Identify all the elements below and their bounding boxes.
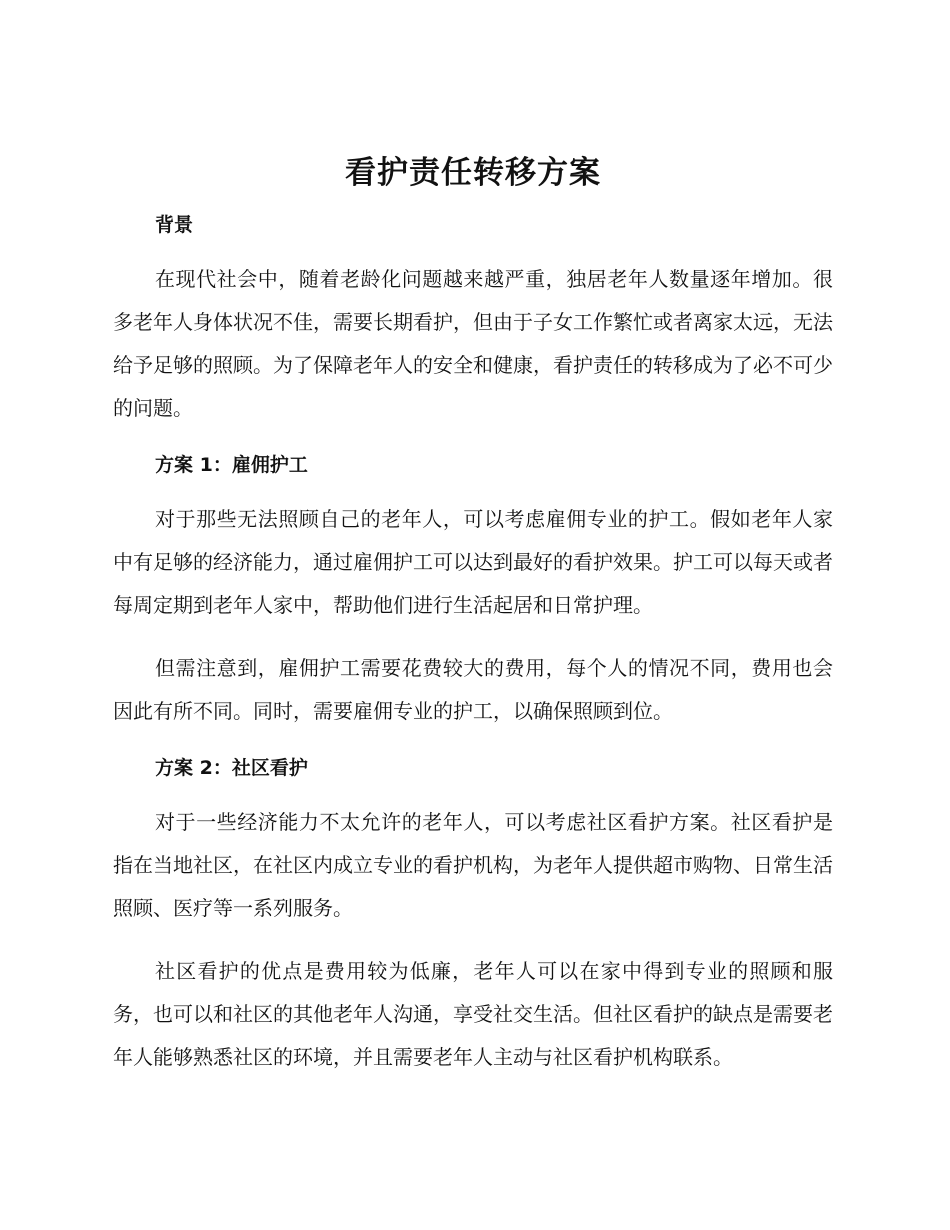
document-title: 看护责任转移方案: [345, 155, 601, 191]
document-page: [113, 150, 833, 1099]
paragraph: 对于一些经济能力不太允许的老年人，可以考虑社区看护方案。社区看护是指在当地社区，在社区内成立专业的看护机构，为老年人提供超市购物、日常生活照顾、医疗等一系列服务。: [113, 810, 833, 920]
section-heading: 方案 1：雇佣护工: [155, 454, 308, 476]
paragraph: 对于那些无法照顾自己的老年人，可以考虑雇佣专业的护工。假如老年人家中有足够的经济能力，通过雇佣护工可以达到最好的看护效果。护工可以每天或者每周定期到老年人家中，帮助他们进行生活起居和日常护理。: [113, 507, 833, 617]
paragraph: 在现代社会中，随着老龄化问题越来越严重，独居老年人数量逐年增加。很多老年人身体状况不佳，需要长期看护，但由于子女工作繁忙或者离家太远，无法给予足够的照顾。为了保障老年人的安全和健康，看护责任的转移成为了必不可少的问题。: [113, 267, 833, 420]
paragraph: 社区看护的优点是费用较为低廉，老年人可以在家中得到专业的照顾和服务，也可以和社区的其他老年人沟通，享受社交生活。但社区看护的缺点是需要老年人能够熟悉社区的环境，并且需要老年人主动与社区看护机构联系。: [113, 959, 833, 1069]
section-plan-1: [113, 450, 833, 733]
section-background: [113, 210, 833, 430]
section-heading: 背景: [155, 214, 194, 236]
paragraph: 但需注意到，雇佣护工需要花费较大的费用，每个人的情况不同，费用也会因此有所不同。同时，需要雇佣专业的护工，以确保照顾到位。: [113, 656, 833, 723]
section-heading: 方案 2：社区看护: [155, 757, 308, 779]
section-plan-2: [113, 753, 833, 1079]
